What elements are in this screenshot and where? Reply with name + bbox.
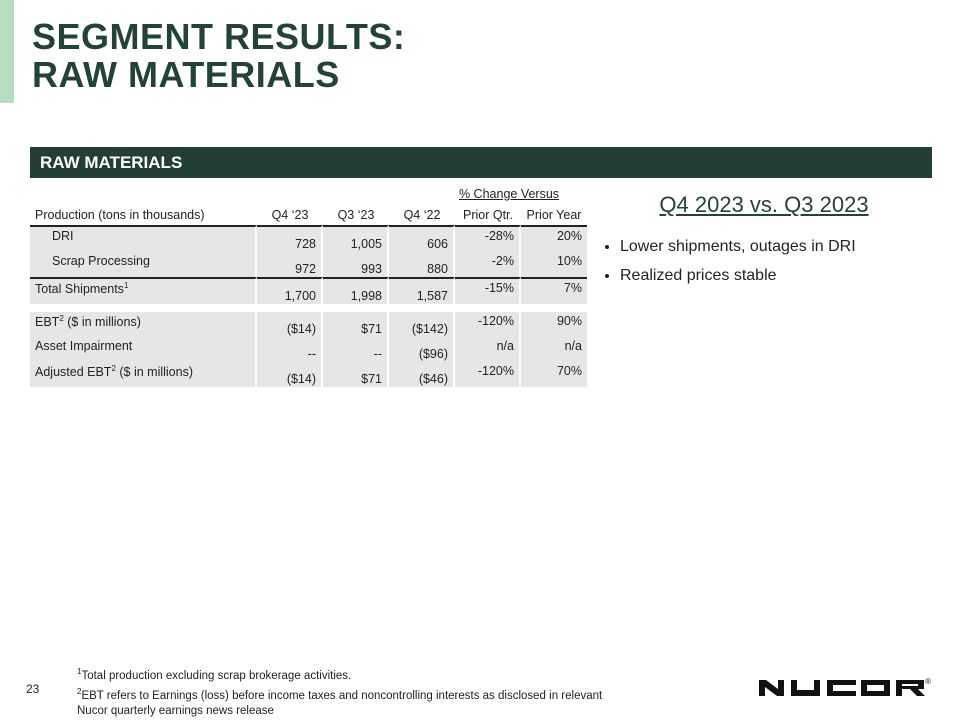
table-row-dri bbox=[30, 225, 587, 252]
row-label-suffix: ($ in millions) bbox=[115, 365, 193, 380]
table-row-adjusted-ebt bbox=[30, 362, 587, 387]
cell-q4-22: 1,587 bbox=[389, 277, 455, 304]
row-label-text: Total Shipments bbox=[35, 282, 124, 297]
segment-results-table bbox=[30, 205, 587, 387]
cell-prior-year: 7% bbox=[521, 277, 587, 304]
cell-q3-23: 1,005 bbox=[323, 225, 389, 252]
row-label bbox=[30, 362, 257, 387]
cell-q3-23: 993 bbox=[323, 252, 389, 277]
footnote-1 bbox=[77, 664, 602, 684]
cell-q4-23: ($14) bbox=[257, 362, 323, 387]
row-label: Scrap Processing bbox=[30, 252, 257, 277]
cell-q3-23: $71 bbox=[323, 312, 389, 337]
cell-q4-22: ($96) bbox=[389, 337, 455, 362]
footnote-ref: 2 bbox=[59, 314, 64, 323]
col-header-prior-qtr: Prior Qtr. bbox=[462, 208, 513, 222]
page-title bbox=[32, 18, 405, 94]
row-label: Asset Impairment bbox=[30, 337, 257, 362]
accent-bar bbox=[0, 0, 14, 103]
page-title-line-2: RAW MATERIALS bbox=[32, 54, 340, 95]
footnote-marker: 2 bbox=[77, 686, 82, 696]
cell-prior-year: n/a bbox=[521, 337, 587, 362]
nucor-logo bbox=[757, 676, 935, 698]
cell-q3-23: $71 bbox=[323, 362, 389, 387]
cell-q4-23: ($14) bbox=[257, 312, 323, 337]
footnote-2-continued: Nucor quarterly earnings news release bbox=[77, 704, 274, 717]
table-gap bbox=[30, 304, 587, 312]
table-row-scrap-processing bbox=[30, 252, 587, 277]
cell-prior-qtr: -120% bbox=[455, 312, 521, 337]
commentary-bullets bbox=[594, 232, 934, 290]
table-row-total-shipments bbox=[30, 277, 587, 304]
col-header-q4-22: Q4 ‘22 bbox=[403, 208, 441, 222]
cell-prior-qtr: -2% bbox=[455, 252, 521, 277]
row-label-text: EBT bbox=[35, 315, 60, 330]
cell-q3-23: 1,998 bbox=[323, 277, 389, 304]
footnote-ref: 1 bbox=[123, 281, 129, 290]
cell-prior-qtr: -28% bbox=[455, 225, 521, 252]
table-row-ebt bbox=[30, 312, 587, 337]
row-label-suffix: ($ in millions) bbox=[63, 315, 141, 330]
section-header: RAW MATERIALS bbox=[30, 147, 932, 178]
commentary-title: Q4 2023 vs. Q3 2023 bbox=[659, 192, 869, 217]
footnote-text: Total production excluding scrap brokerage activities. bbox=[81, 669, 352, 682]
page-title-line-1: SEGMENT RESULTS: bbox=[32, 16, 406, 57]
col-header-prior-year: Prior Year bbox=[526, 208, 582, 222]
table-row-asset-impairment bbox=[30, 337, 587, 362]
registered-mark: ® bbox=[925, 677, 931, 686]
footnote-text: EBT refers to Earnings (loss) before income taxes and noncontrolling interests as disclosed in relevant bbox=[81, 689, 603, 702]
cell-prior-year: 70% bbox=[521, 362, 587, 387]
cell-q4-22: 606 bbox=[389, 225, 455, 252]
cell-q4-22: 880 bbox=[389, 252, 455, 277]
cell-prior-year: 10% bbox=[521, 252, 587, 277]
table-header-row bbox=[30, 205, 587, 225]
cell-q4-23: 972 bbox=[257, 252, 323, 277]
col-header-q3-23: Q3 ‘23 bbox=[337, 208, 375, 222]
row-label-text: Adjusted EBT bbox=[35, 365, 112, 380]
row-label bbox=[30, 277, 257, 304]
bullet-item: • Lower shipments, outages in DRI bbox=[620, 232, 934, 261]
cell-prior-year: 90% bbox=[521, 312, 587, 337]
footnote-marker: 1 bbox=[77, 667, 82, 676]
footnote-2 bbox=[77, 684, 602, 704]
footnote-ref: 2 bbox=[111, 364, 116, 373]
pct-change-header: % Change Versus bbox=[458, 187, 560, 201]
commentary-panel bbox=[594, 192, 934, 290]
row-label: DRI bbox=[30, 225, 257, 252]
cell-q4-23: -- bbox=[257, 337, 323, 362]
row-label bbox=[30, 312, 257, 337]
cell-q4-22: ($142) bbox=[389, 312, 455, 337]
page-number: 23 bbox=[26, 682, 40, 696]
bullet-item: • Realized prices stable bbox=[620, 261, 934, 290]
cell-q4-22: ($46) bbox=[389, 362, 455, 387]
cell-q4-23: 1,700 bbox=[257, 277, 323, 304]
cell-prior-year: 20% bbox=[521, 225, 587, 252]
cell-prior-qtr: -120% bbox=[455, 362, 521, 387]
col-header-q4-23: Q4 ‘23 bbox=[271, 208, 309, 222]
cell-q4-23: 728 bbox=[257, 225, 323, 252]
col-header-production: Production (tons in thousands) bbox=[35, 208, 205, 222]
cell-q3-23: -- bbox=[323, 337, 389, 362]
cell-prior-qtr: -15% bbox=[455, 277, 521, 304]
cell-prior-qtr: n/a bbox=[455, 337, 521, 362]
footnotes bbox=[77, 664, 602, 719]
